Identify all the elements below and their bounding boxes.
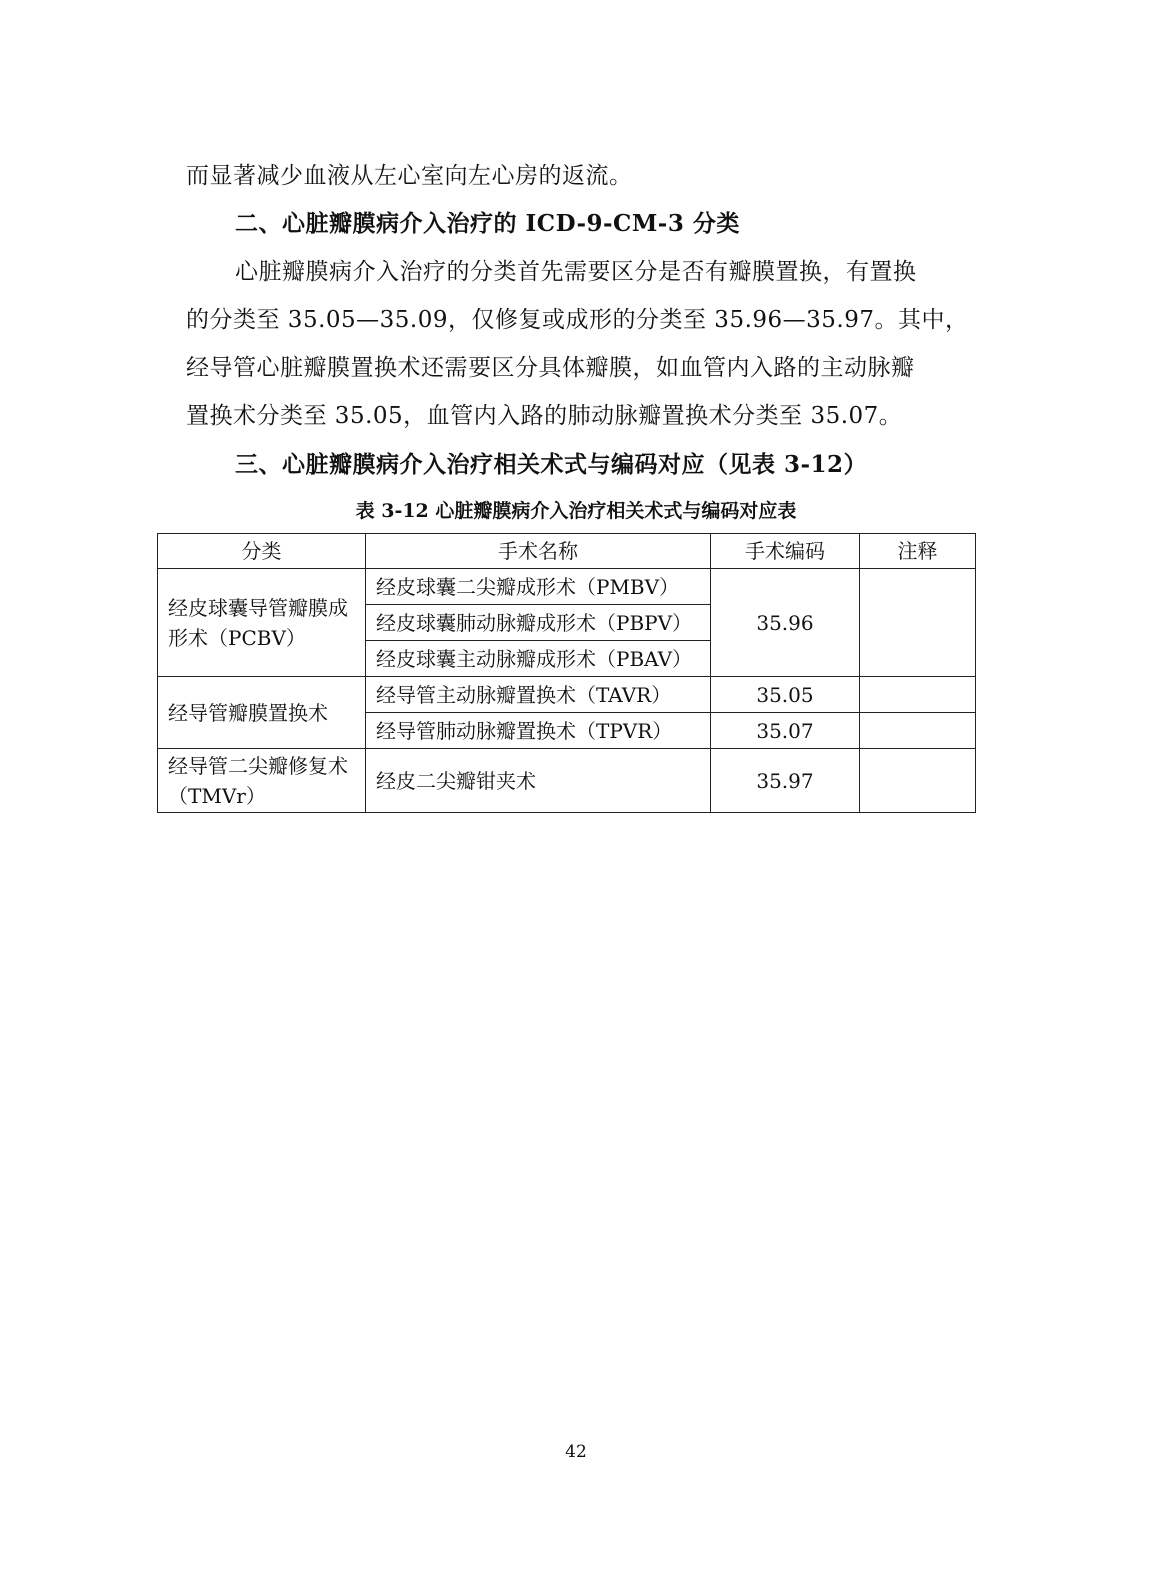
table-row xyxy=(158,677,976,713)
procedure-cell: 经皮球囊二尖瓣成形术（PMBV） xyxy=(366,569,711,605)
procedure-cell: 经皮二尖瓣钳夹术 xyxy=(366,749,711,813)
code-cell: 35.96 xyxy=(711,569,860,677)
note-cell xyxy=(860,713,976,749)
table-caption: 表 3-12 心脏瓣膜病介入治疗相关术式与编码对应表 xyxy=(355,500,797,522)
header-note: 注释 xyxy=(860,534,976,569)
code-cell: 35.07 xyxy=(711,713,860,749)
procedure-cell: 经导管主动脉瓣置换术（TAVR） xyxy=(366,677,711,713)
paragraph-line-3: 经导管心脏瓣膜置换术还需要区分具体瓣膜，如血管内入路的主动脉瓣 xyxy=(186,355,915,381)
note-cell xyxy=(860,677,976,713)
table-row xyxy=(158,569,976,605)
procedure-cell: 经皮球囊主动脉瓣成形术（PBAV） xyxy=(366,641,711,677)
procedure-cell: 经导管肺动脉瓣置换术（TPVR） xyxy=(366,713,711,749)
section-heading-3: 三、心脏瓣膜病介入治疗相关术式与编码对应（见表 3-12） xyxy=(235,451,868,478)
code-cell: 35.97 xyxy=(711,749,860,813)
category-cell: 经导管瓣膜置换术 xyxy=(158,677,366,749)
table-header-row xyxy=(158,534,976,569)
table-row xyxy=(158,749,976,813)
paragraph-line-1: 心脏瓣膜病介入治疗的分类首先需要区分是否有瓣膜置换，有置换 xyxy=(235,259,917,285)
paragraph-line-2: 的分类至 35.05—35.09，仅修复或成形的分类至 35.96—35.97。其中， xyxy=(186,307,969,333)
category-cell: 经导管二尖瓣修复术（TMVr） xyxy=(158,749,366,813)
procedure-code-table xyxy=(157,533,976,813)
page-number: 42 xyxy=(565,1442,587,1462)
header-procedure-code: 手术编码 xyxy=(711,534,860,569)
paragraph-line-4: 置换术分类至 35.05，血管内入路的肺动脉瓣置换术分类至 35.07。 xyxy=(186,403,903,429)
header-procedure-name: 手术名称 xyxy=(366,534,711,569)
procedure-cell: 经皮球囊肺动脉瓣成形术（PBPV） xyxy=(366,605,711,641)
note-cell xyxy=(860,569,976,677)
category-cell: 经皮球囊导管瓣膜成形术（PCBV） xyxy=(158,569,366,677)
paragraph-continuation: 而显著减少血液从左心室向左心房的返流。 xyxy=(186,163,633,189)
note-cell xyxy=(860,749,976,813)
section-heading-2: 二、心脏瓣膜病介入治疗的 ICD-9-CM-3 分类 xyxy=(235,210,740,237)
header-category: 分类 xyxy=(158,534,366,569)
code-cell: 35.05 xyxy=(711,677,860,713)
